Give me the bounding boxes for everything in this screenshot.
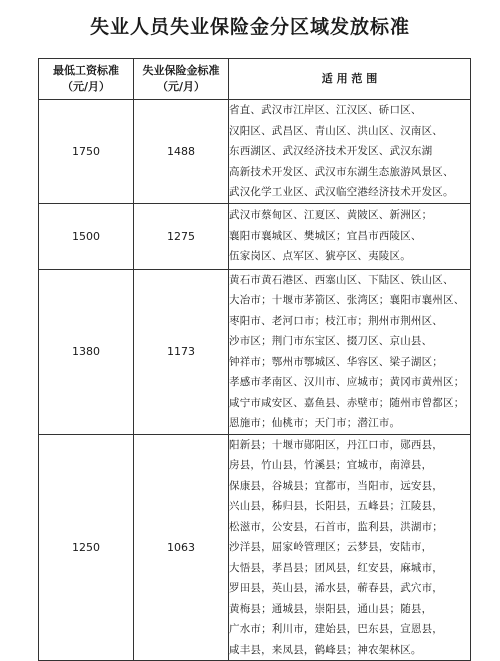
scope-line: 沙洋县，屈家岭管理区；云梦县，安陆市， [229, 541, 433, 553]
min-wage-cell: 1250 [39, 434, 134, 661]
scope-line: 武汉市蔡甸区、江夏区、黄陂区、新洲区； [229, 209, 433, 222]
header-scope: 适 用 范 围 [229, 59, 471, 100]
table-header-row [39, 59, 471, 100]
benefit-cell: 1063 [134, 434, 229, 661]
scope-line: 沙市区；荆门市东宝区、掇刀区、京山县、 [229, 335, 433, 347]
scope-line: 枣阳市、老河口市；枝江市；荆州市荆州区、 [229, 314, 443, 327]
scope-line: 东西湖区、武汉经济技术开发区、武汉东湖 [229, 145, 433, 157]
scope-line: 汉阳区、武昌区、青山区、洪山区、汉南区、 [229, 124, 443, 137]
table-row [39, 434, 471, 661]
scope-line: 伍家岗区、点军区、猇亭区、夷陵区。 [229, 250, 411, 263]
benefit-cell: 1275 [134, 203, 229, 269]
header-min-wage-line: 最低工资标准 [53, 64, 119, 77]
scope-line: 咸丰县，来凤县，鹤峰县；神农架林区。 [229, 643, 422, 656]
scope-line: 黄石市黄石港区、西塞山区、下陆区、铁山区、 [229, 273, 454, 286]
scope-line: 广水市；利川市，建始县，巴东县，宣恩县， [229, 623, 443, 635]
scope-cell [229, 269, 471, 434]
page-title: 失业人员失业保险金分区域发放标准 [89, 16, 410, 38]
scope-line: 兴山县，秭归县，长阳县，五峰县；江陵县， [229, 500, 443, 512]
benefit-standards-table [38, 58, 471, 661]
header-benefit-line: 失业保险金标准 [142, 64, 220, 77]
scope-line: 高新技术开发区、武汉市东湖生态旅游风景区、 [229, 165, 454, 178]
benefit-cell: 1173 [134, 269, 229, 434]
min-wage-cell: 1750 [39, 100, 134, 204]
scope-line: 钟祥市；鄂州市鄂城区、华容区、梁子湖区； [229, 355, 443, 368]
scope-line: 咸宁市咸安区、嘉鱼县、赤壁市；随州市曾都区； [229, 396, 465, 409]
header-min-wage-unit: （元/月） [61, 80, 111, 93]
benefit-cell: 1488 [134, 100, 229, 204]
min-wage-cell: 1380 [39, 269, 134, 434]
scope-line: 孝感市孝南区、汉川市、应城市；黄冈市黄州区； [229, 376, 465, 388]
scope-line: 黄梅县；通城县，崇阳县，通山县；随县， [229, 602, 433, 615]
scope-line: 省直、武汉市江岸区、江汉区、硚口区、 [229, 104, 422, 116]
scope-line: 大悟县，孝昌县；团风县，红安县，麻城市， [229, 561, 443, 574]
scope-line: 武汉化学工业区、武汉临空港经济技术开发区。 [229, 186, 454, 198]
table-row [39, 269, 471, 434]
scope-line: 襄阳市襄城区、樊城区；宜昌市西陵区、 [229, 229, 422, 242]
scope-line: 恩施市；仙桃市；天门市；潜江市。 [229, 417, 401, 429]
header-benefit-unit: （元/月） [156, 80, 206, 93]
table-row [39, 100, 471, 204]
scope-line: 阳新县；十堰市郧阳区，丹江口市，郧西县， [229, 438, 443, 451]
table-row [39, 203, 471, 269]
scope-line: 松滋市，公安县，石首市，监利县，洪湖市； [229, 520, 443, 533]
scope-cell [229, 434, 471, 661]
header-min-wage [39, 59, 134, 100]
scope-cell [229, 203, 471, 269]
scope-line: 保康县，谷城县；宜都市，当阳市，远安县， [229, 479, 443, 492]
min-wage-cell: 1500 [39, 203, 134, 269]
header-benefit [134, 59, 229, 100]
scope-line: 房县，竹山县，竹溪县；宜城市，南漳县， [229, 459, 433, 471]
scope-cell [229, 100, 471, 204]
scope-line: 大冶市；十堰市茅箭区、张湾区；襄阳市襄州区、 [229, 294, 465, 306]
scope-line: 罗田县，英山县，浠水县，蕲春县，武穴市， [229, 582, 443, 594]
